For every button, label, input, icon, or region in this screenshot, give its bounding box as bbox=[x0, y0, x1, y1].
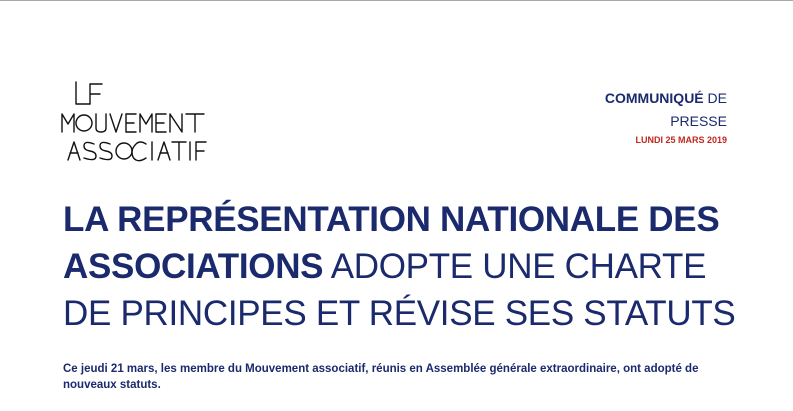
press-release-header bbox=[605, 88, 727, 146]
press-label-line2: PRESSE bbox=[670, 113, 727, 129]
headline-line2-rest: ADOPTE UNE CHARTE bbox=[323, 247, 707, 286]
headline-line3: DE PRINCIPES ET RÉVISE SES STATUTS bbox=[63, 294, 736, 333]
headline bbox=[63, 196, 743, 337]
press-label-rest: DE bbox=[703, 90, 727, 106]
headline-line2 bbox=[63, 243, 743, 290]
press-label-bold: COMMUNIQUÉ bbox=[604, 90, 704, 106]
le-mouvement-associatif-logo bbox=[60, 78, 230, 164]
press-date: LUNDI 25 MARS 2019 bbox=[635, 135, 727, 145]
headline-line2-bold: ASSOCIATIONS bbox=[63, 247, 324, 286]
lead-paragraph: Ce jeudi 21 mars, les membre du Mouvement associatif, réunis en Assemblée générale extraordinaire, ont adopté de nouveaux statuts. bbox=[63, 363, 699, 391]
top-border-line bbox=[0, 0, 793, 1]
press-label-line1 bbox=[605, 88, 727, 108]
headline-line1: LA REPRÉSENTATION NATIONALE DES bbox=[63, 200, 720, 239]
logo-lettering-icon bbox=[60, 78, 230, 164]
